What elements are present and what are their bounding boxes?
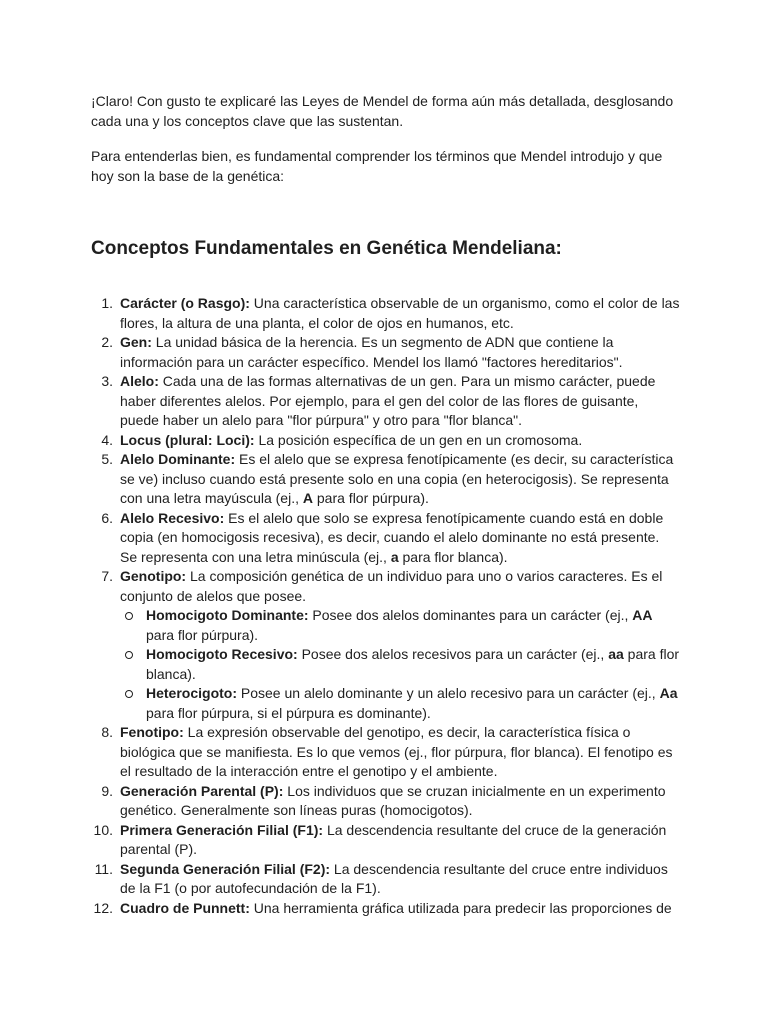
definition: Una herramienta gráfica utilizada para predecir las proporciones de bbox=[249, 899, 672, 916]
definition: para flor blanca). bbox=[146, 646, 680, 682]
term: Generación Parental (P): bbox=[120, 782, 284, 799]
definition: La composición genética de un individuo para uno o varios caracteres. Es el conjunto de alelos que posee. bbox=[120, 568, 663, 604]
term: Genotipo: bbox=[120, 568, 187, 584]
term: Locus (plural: Loci): bbox=[120, 431, 255, 448]
sub-list-item bbox=[120, 684, 680, 723]
definition: para flor púrpura, si el púrpura es dominante). bbox=[146, 704, 431, 721]
sub-list-item bbox=[120, 645, 680, 684]
hollow-bullet-icon bbox=[125, 690, 133, 698]
list-item bbox=[91, 723, 680, 782]
hollow-bullet-icon bbox=[125, 612, 133, 620]
item-number: 12. bbox=[93, 899, 113, 916]
concepts-list bbox=[91, 294, 680, 918]
item-number: 1. bbox=[101, 295, 113, 311]
term: Fenotipo: bbox=[120, 724, 184, 740]
sub-list-item bbox=[120, 606, 680, 645]
definition: Es el alelo que se expresa fenotípicamente (es decir, su característica se ve) incluso cuando está presente solo en una copia (en heterocigosis). Se representa con una letra mayúscula (ej., bbox=[120, 451, 674, 506]
definition: Posee un alelo dominante y un alelo recesivo para un carácter (ej., bbox=[237, 685, 660, 701]
item-number: 4. bbox=[101, 431, 113, 448]
item-number: 9. bbox=[101, 782, 113, 799]
genotype-sublist bbox=[120, 606, 680, 723]
list-item bbox=[91, 899, 680, 919]
term: Homocigoto Dominante: bbox=[146, 607, 309, 623]
item-number: 3. bbox=[101, 373, 113, 389]
intro-paragraph: ¡Claro! Con gusto te explicaré las Leyes de Mendel de forma aún más detallada, desglosando cada una y los conceptos clave que las sustentan. bbox=[91, 93, 674, 129]
definition: para flor blanca). bbox=[398, 548, 508, 565]
list-item bbox=[91, 509, 680, 568]
item-number: 2. bbox=[101, 334, 113, 350]
list-item bbox=[91, 450, 680, 509]
allele-example: Aa bbox=[659, 685, 678, 701]
list-item bbox=[91, 294, 680, 333]
definition: La expresión observable del genotipo, es decir, la característica física o biológica que se manifiesta. Es lo que vemos (ej., flor púrpura, flor blanca). El fenotipo es el resultado de la interacción entre el genotipo y el ambiente. bbox=[120, 724, 673, 779]
definition: La descendencia resultante del cruce de la generación parental (P). bbox=[120, 821, 667, 857]
term: Carácter (o Rasgo): bbox=[120, 295, 250, 311]
definition: La descendencia resultante del cruce entre individuos de la F1 (o por autofecundación de la F1). bbox=[120, 860, 668, 896]
definition: Los individuos que se cruzan inicialmente en un experimento genético. Generalmente son líneas puras (homocigotos). bbox=[120, 782, 666, 818]
item-number: 11. bbox=[94, 860, 113, 877]
term: Alelo Dominante: bbox=[120, 451, 236, 467]
list-item bbox=[91, 821, 680, 860]
term: Homocigoto Recesivo: bbox=[146, 646, 298, 662]
term: Segunda Generación Filial (F2): bbox=[120, 860, 331, 877]
item-number: 7. bbox=[101, 568, 113, 584]
definition: Cada una de las formas alternativas de un gen. Para un mismo carácter, puede haber diferentes alelos. Por ejemplo, para el gen del color de las flores de guisante, puede haber un alelo para "flor púrpura" y otro para "flor blanca". bbox=[120, 373, 656, 428]
term: Gen: bbox=[120, 334, 152, 350]
list-item bbox=[91, 782, 680, 821]
allele-example: AA bbox=[632, 607, 653, 623]
term: Primera Generación Filial (F1): bbox=[120, 821, 324, 838]
item-number: 8. bbox=[101, 724, 113, 740]
term: Alelo Recesivo: bbox=[120, 509, 225, 526]
item-number: 5. bbox=[101, 451, 113, 467]
definition: Una característica observable de un organismo, como el color de las flores, la altura de una planta, el color de ojos en humanos, etc. bbox=[120, 295, 680, 331]
definition: Posee dos alelos dominantes para un carácter (ej., bbox=[308, 607, 633, 623]
definition: para flor púrpura). bbox=[146, 626, 259, 643]
list-item bbox=[91, 567, 680, 723]
definition: Posee dos alelos recesivos para un carácter (ej., bbox=[297, 646, 609, 662]
list-item bbox=[91, 860, 680, 899]
allele-example: A bbox=[302, 490, 313, 506]
allele-example: a bbox=[390, 548, 399, 565]
term: Heterocigoto: bbox=[146, 685, 237, 701]
item-number: 6. bbox=[101, 509, 113, 526]
definition: La unidad básica de la herencia. Es un segmento de ADN que contiene la información para un carácter específico. Mendel los llamó "factores hereditarios". bbox=[120, 334, 623, 370]
allele-example: aa bbox=[608, 646, 624, 662]
definition: para flor púrpura). bbox=[313, 490, 429, 506]
section-heading: Conceptos Fundamentales en Genética Mendeliana: bbox=[91, 238, 562, 259]
definition: La posición específica de un gen en un cromosoma. bbox=[254, 431, 583, 448]
term: Cuadro de Punnett: bbox=[120, 899, 250, 916]
definition: Es el alelo que solo se expresa fenotípicamente cuando está en doble copia (en homocigosis recesiva), es decir, cuando el alelo dominante no está presente. Se representa con una letra minúscula (ej., bbox=[120, 509, 664, 565]
term: Alelo: bbox=[120, 373, 159, 389]
item-number: 10. bbox=[93, 821, 113, 838]
list-item bbox=[91, 333, 680, 372]
intro-paragraph: Para entenderlas bien, es fundamental comprender los términos que Mendel introdujo y que hoy son la base de la genética: bbox=[91, 148, 663, 184]
list-item bbox=[91, 431, 680, 451]
hollow-bullet-icon bbox=[125, 651, 133, 659]
list-item bbox=[91, 372, 680, 431]
